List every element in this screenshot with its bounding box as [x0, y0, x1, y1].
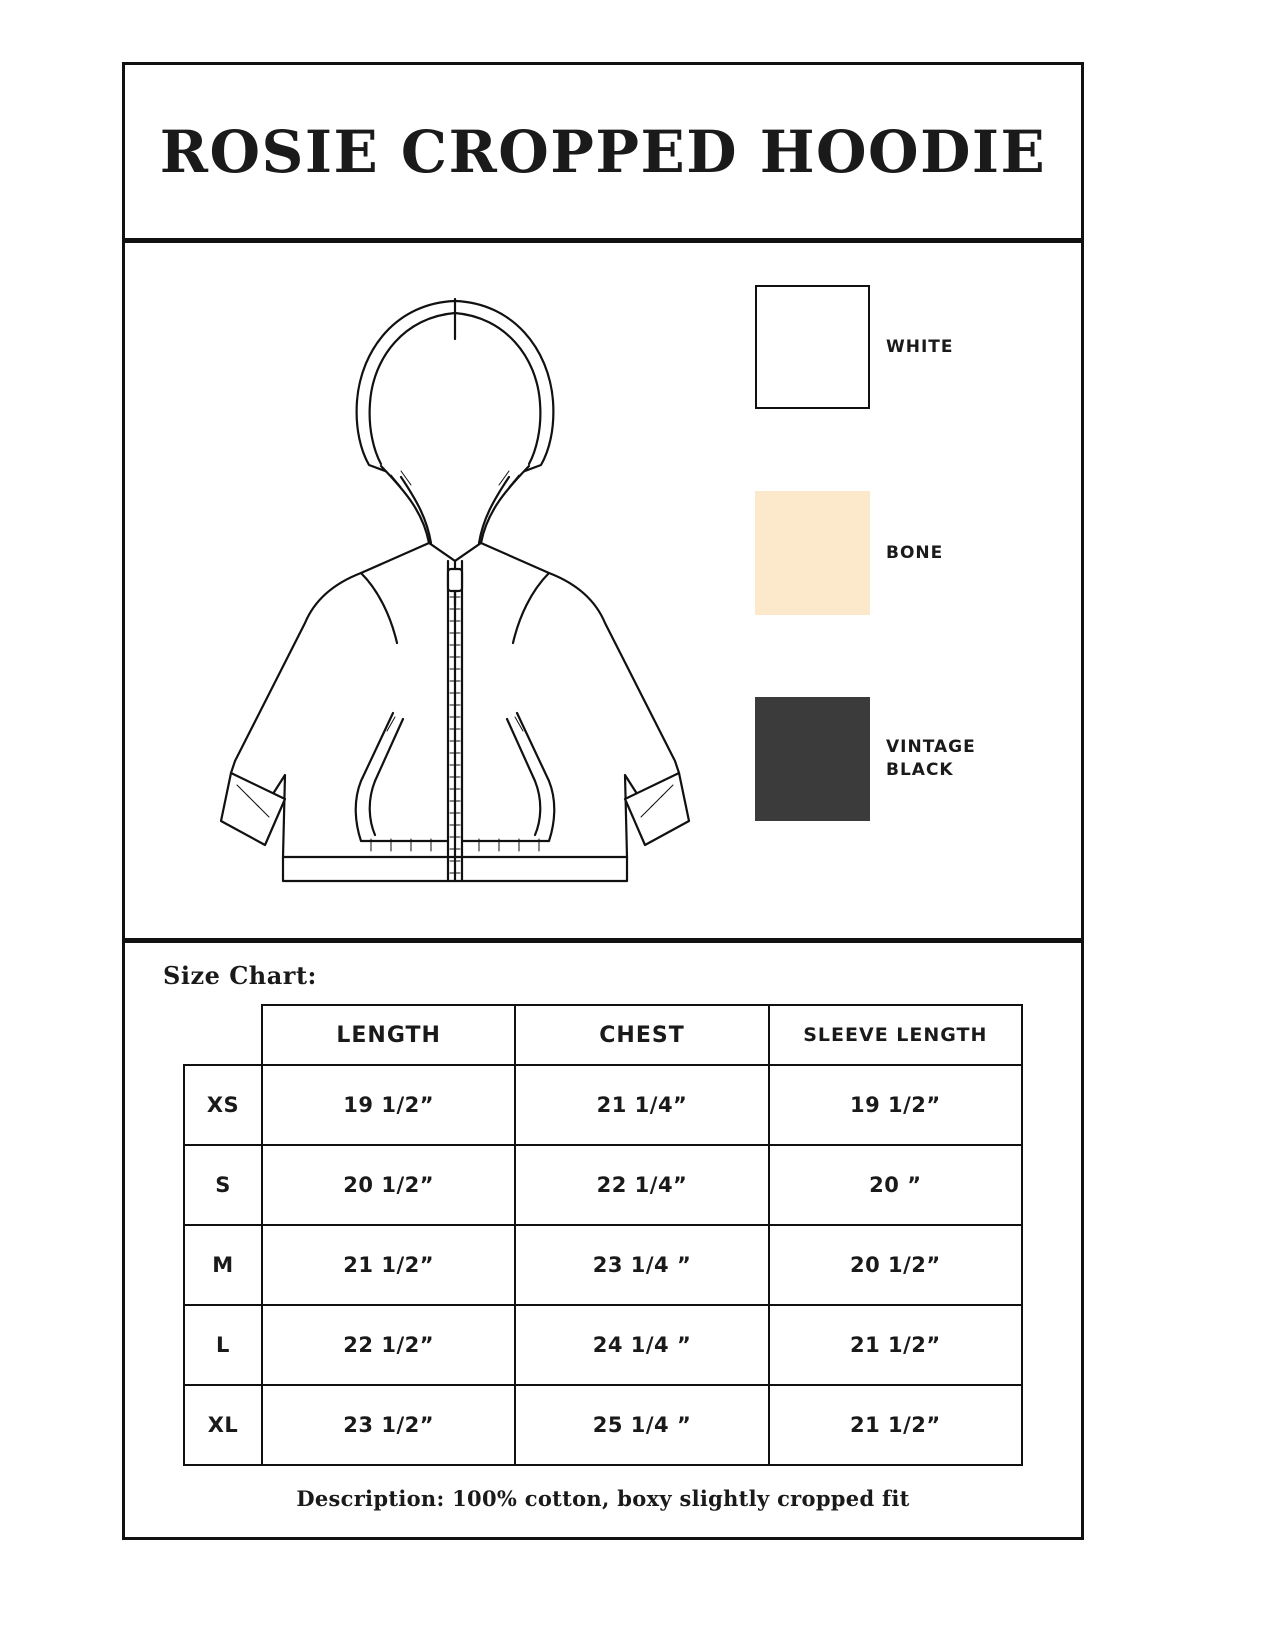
cell-length: 20 1/2” [262, 1145, 515, 1225]
cell-sleeve: 20 ” [769, 1145, 1022, 1225]
page-title: ROSIE CROPPED HOODIE [159, 117, 1047, 186]
cell-size: XL [184, 1385, 262, 1465]
cell-length: 23 1/2” [262, 1385, 515, 1465]
cell-chest: 25 1/4 ” [515, 1385, 768, 1465]
table-row [184, 1225, 1022, 1305]
cell-length: 19 1/2” [262, 1065, 515, 1145]
cell-chest: 24 1/4 ” [515, 1305, 768, 1385]
colorway-label-white: WHITE [886, 336, 954, 357]
cell-sleeve: 21 1/2” [769, 1305, 1022, 1385]
title-band [125, 65, 1081, 243]
cell-size: S [184, 1145, 262, 1225]
colorway-bone [755, 491, 943, 615]
colorway-vintage-black [755, 697, 1036, 821]
colorway-white [755, 285, 954, 409]
colorway-list [755, 279, 1055, 899]
size-chart-table [183, 1004, 1023, 1466]
swatch-vintage-black [755, 697, 870, 821]
table-row [184, 1065, 1022, 1145]
colorway-label-bone: BONE [886, 542, 944, 563]
hoodie-flat-sketch-icon [165, 261, 745, 921]
header-sleeve-length: SLEEVE LENGTH [769, 1005, 1022, 1065]
cell-sleeve: 19 1/2” [769, 1065, 1022, 1145]
cell-length: 22 1/2” [262, 1305, 515, 1385]
swatch-white [755, 285, 870, 409]
cell-chest: 22 1/4” [515, 1145, 768, 1225]
cell-chest: 23 1/4 ” [515, 1225, 768, 1305]
table-row [184, 1385, 1022, 1465]
table-row [184, 1145, 1022, 1225]
illustration-band [125, 243, 1081, 943]
cell-sleeve: 21 1/2” [769, 1385, 1022, 1465]
description-text: Description: 100% cotton, boxy slightly cropped fit [296, 1486, 910, 1511]
header-length: LENGTH [262, 1005, 515, 1065]
cell-chest: 21 1/4” [515, 1065, 768, 1145]
colorway-label-vintage-black: VINTAGE BLACK [886, 737, 976, 780]
header-blank [184, 1005, 262, 1065]
cell-length: 21 1/2” [262, 1225, 515, 1305]
table-header-row [184, 1005, 1022, 1065]
cell-sleeve: 20 1/2” [769, 1225, 1022, 1305]
size-chart-band [125, 943, 1081, 1537]
cell-size: M [184, 1225, 262, 1305]
cell-size: XS [184, 1065, 262, 1145]
spec-sheet [122, 62, 1084, 1540]
header-chest: CHEST [515, 1005, 768, 1065]
table-row [184, 1305, 1022, 1385]
swatch-bone [755, 491, 870, 615]
size-chart-heading: Size Chart: [163, 961, 317, 990]
cell-size: L [184, 1305, 262, 1385]
